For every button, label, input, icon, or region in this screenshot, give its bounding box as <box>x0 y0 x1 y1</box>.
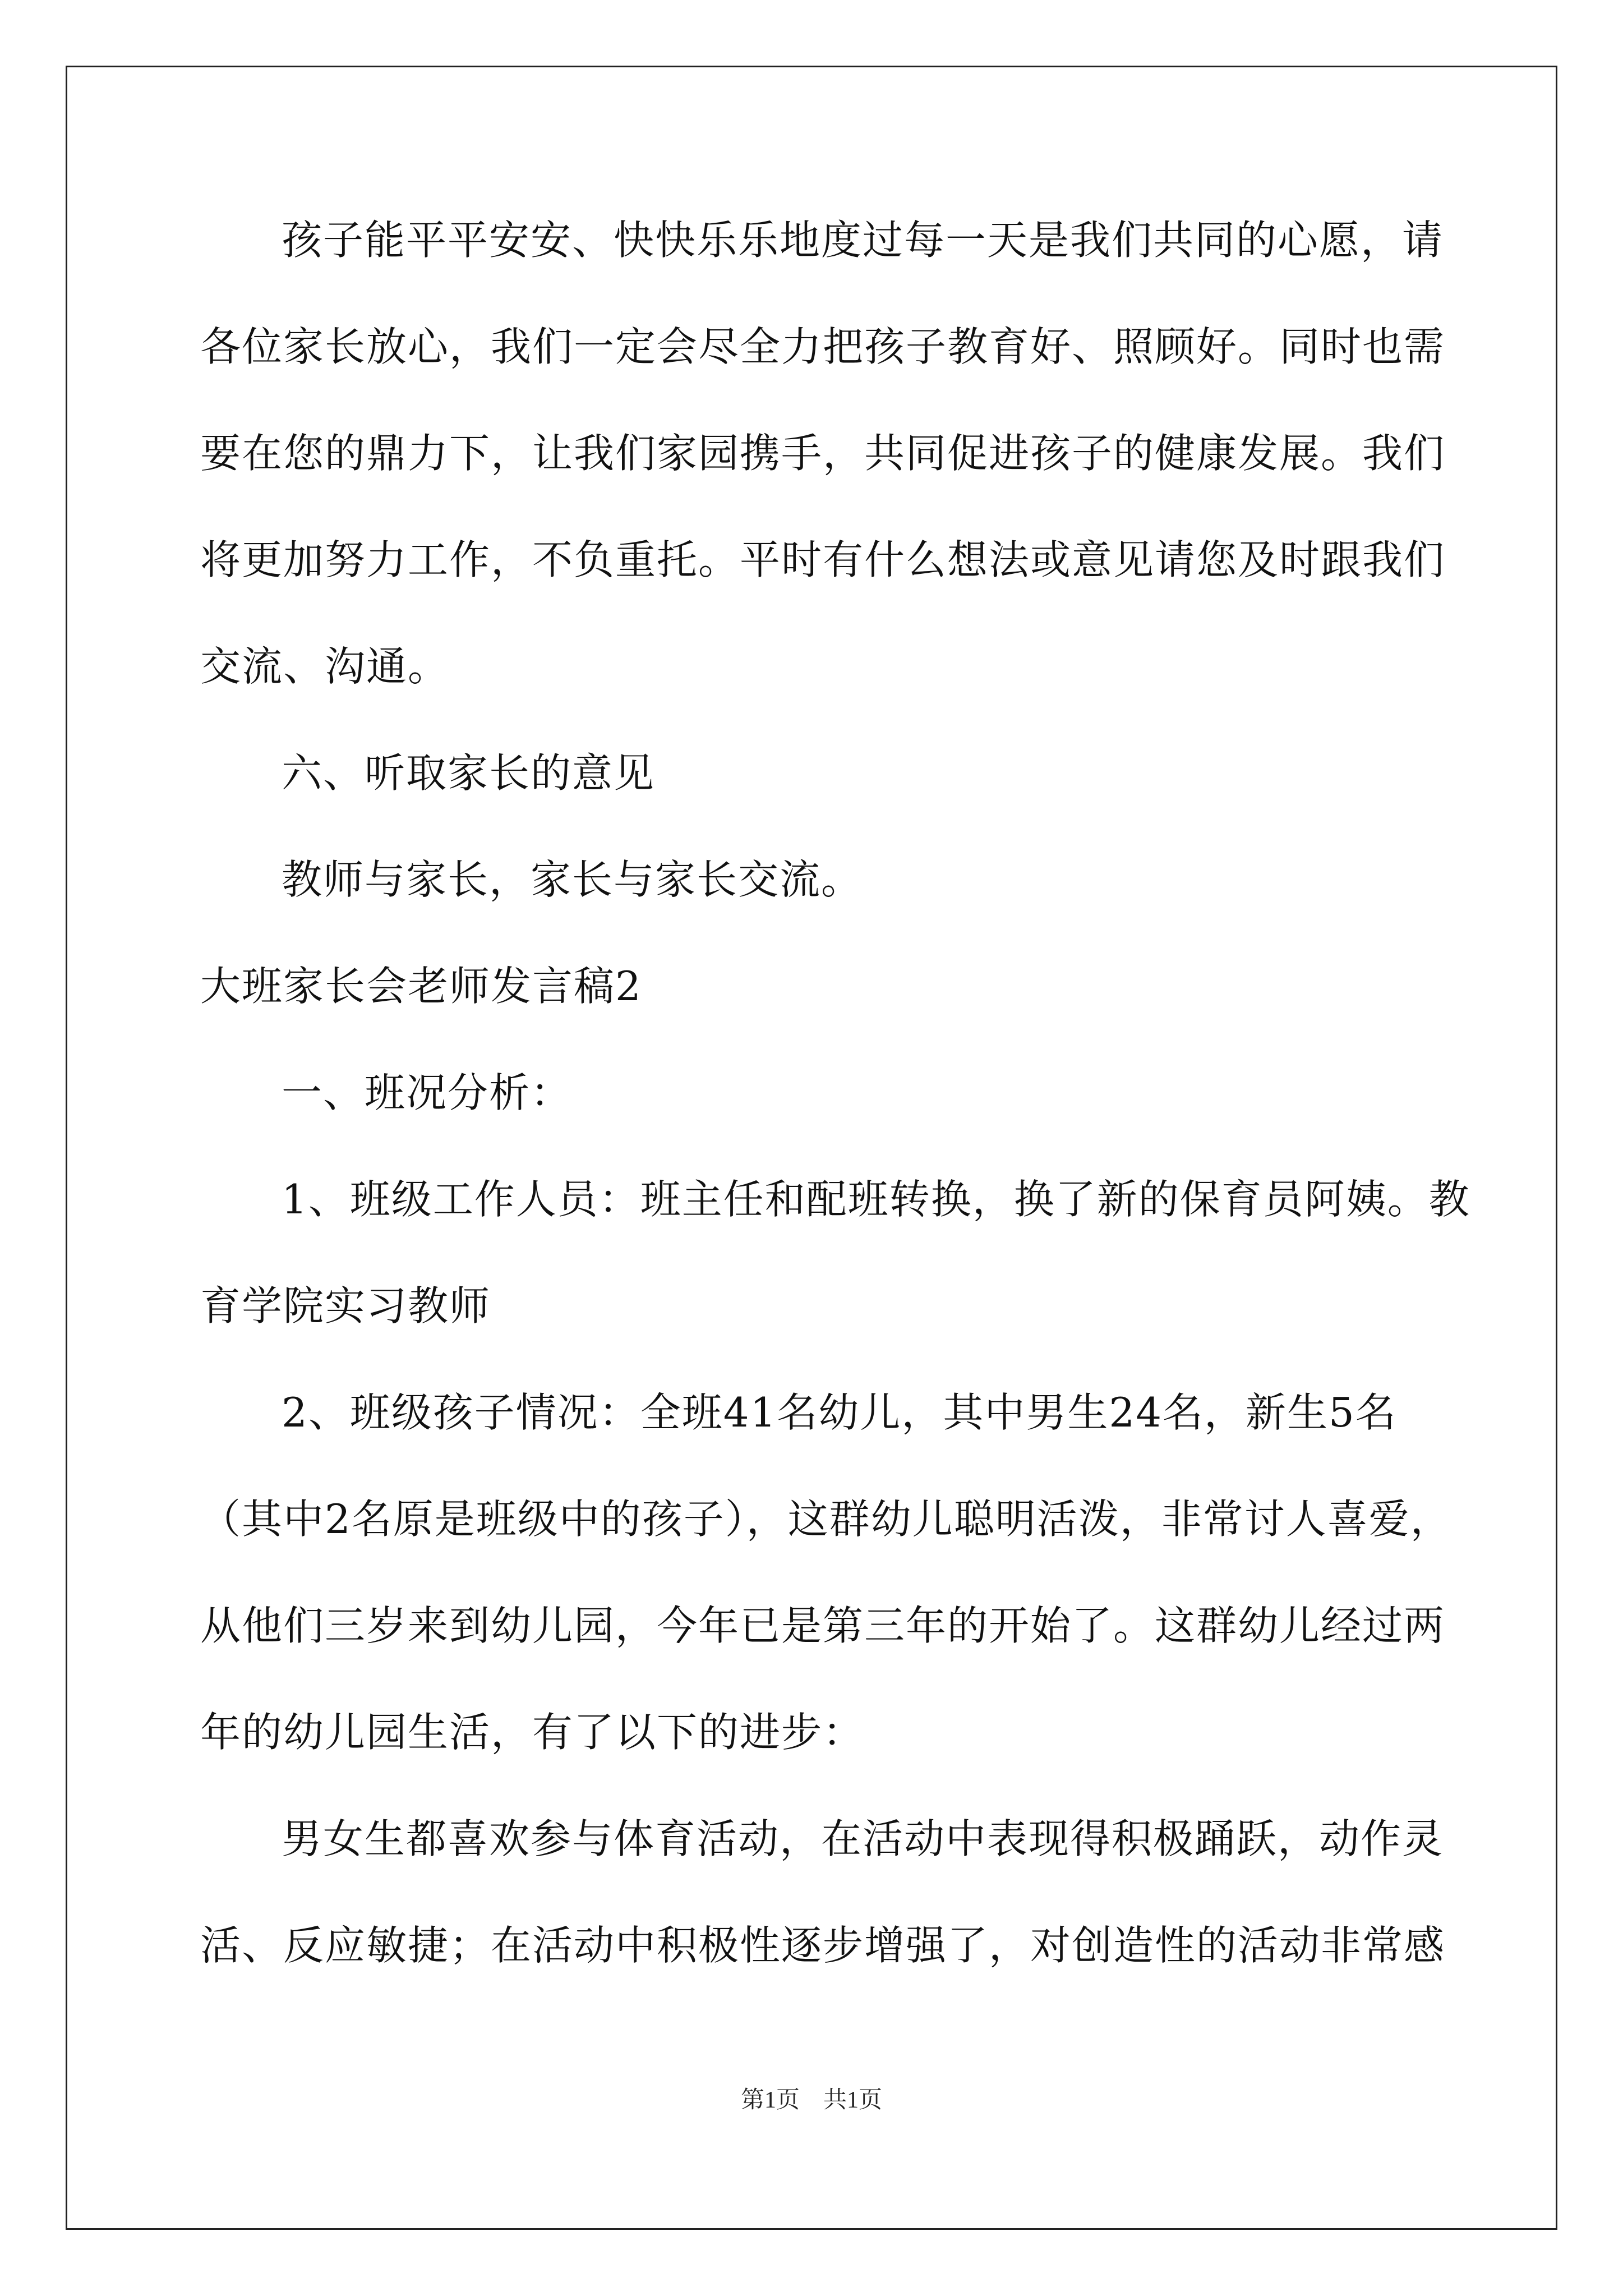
paragraph-line: 年的幼儿园生活，有了以下的进步： <box>200 1709 865 1756</box>
page-number: 第1页 <box>740 2087 800 2113</box>
paragraph-line: 将更加努力工作，不负重托。平时有什么想法或意见请您及时跟我们 <box>200 536 1446 583</box>
paragraph-line: 从他们三岁来到幼儿园，今年已是第三年的开始了。这群幼儿经过两 <box>200 1602 1446 1649</box>
paragraph-line: 教师与家长，家长与家长交流。 <box>282 856 863 903</box>
page-footer <box>0 2081 1623 2115</box>
paragraph-line: 各位家长放心，我们一定会尽全力把孩子教育好、照顾好。同时也需 <box>200 323 1446 370</box>
paragraph-line: （其中2名原是班级中的孩子），这群幼儿聪明活泼，非常讨人喜爱， <box>200 1496 1452 1543</box>
paragraph-line: 孩子能平平安安、快快乐乐地度过每一天是我们共同的心愿，请 <box>282 217 1444 264</box>
page-border <box>66 66 1557 2230</box>
document-title: 大班家长会老师发言稿2 <box>200 963 642 1010</box>
section-heading: 一、班况分析： <box>282 1069 573 1116</box>
paragraph-line: 2、班级孩子情况：全班41名幼儿，其中男生24名，新生5名 <box>282 1389 1397 1436</box>
paragraph-line: 要在您的鼎力下，让我们家园携手，共同促进孩子的健康发展。我们 <box>200 430 1446 477</box>
paragraph-line: 1、班级工作人员：班主任和配班转换，换了新的保育员阿姨。教 <box>282 1176 1470 1223</box>
paragraph-line: 男女生都喜欢参与体育活动，在活动中表现得积极踊跃，动作灵 <box>282 1815 1444 1862</box>
page-total: 共1页 <box>823 2087 883 2113</box>
paragraph-line: 育学院实习教师 <box>200 1282 491 1329</box>
paragraph-line: 交流、沟通。 <box>200 643 450 690</box>
paragraph-line: 活、反应敏捷；在活动中积极性逐步增强了，对创造性的活动非常感 <box>200 1922 1446 1969</box>
section-heading: 六、听取家长的意见 <box>282 749 656 797</box>
